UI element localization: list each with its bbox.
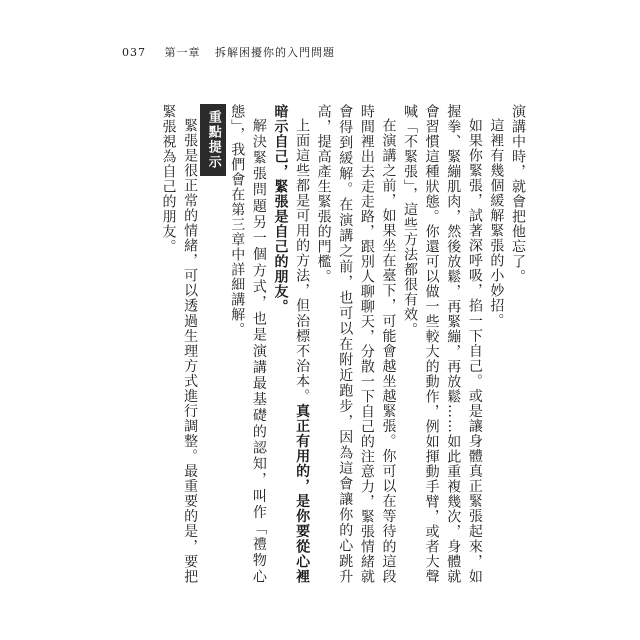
paragraph-2: 這裡有幾個緩解緊張的小妙招。 [488, 118, 505, 328]
key-point-text: 緊張是很正常的情緒，可以透過生理方式進行調整。最重要的是，要把緊張視為自己的朋友。 [160, 104, 199, 584]
page-number: 037 [122, 46, 146, 59]
paragraph-5 [269, 104, 312, 584]
chapter-label: 第一章 [164, 46, 201, 59]
page-body [128, 104, 528, 584]
paragraph-5-plain: 上面這些都是可用的方法，但治標不治本。 [294, 118, 311, 404]
paragraph-6: 解決緊張問題另一個方式，也是演講最基礎的認知，叫作「禮物心態」，我們會在第三章中詳細講解。 [229, 104, 267, 584]
key-point-label: 重點提示 [200, 104, 226, 176]
paragraph-4: 在演講之前，如果坐在臺下，可能會越坐越緊張。你可以在等待的這段時間裡出去走走路，跟別人聊聊天，分散一下自己的注意力，緊張情緒就會得到緩解。在演講之前，也可以在附近跑步，因為這會讓你的心跳升高，提高產生緊張的門檻。 [315, 104, 397, 584]
paragraph-3: 如果你緊張，試著深呼吸，掐一下自己。或是讓身體真正緊張起來，如握拳、緊繃肌肉，然後放鬆，再緊繃，再放鬆……如此重複幾次，身體就會習慣這種狀態。你還可以做一些較大的動作，例如揮動手臂，或者大聲喊「不緊張」，這些方法都很有效。 [402, 104, 483, 584]
chapter-title: 拆解困擾你的入門問題 [215, 46, 335, 59]
paragraph-1: 演講中時，就會把他忘了。 [510, 104, 526, 284]
paragraph-5-bold: 真正有用的，是你要從心裡暗示自己，緊張是自己的朋友。 [272, 104, 311, 585]
key-point [200, 104, 226, 584]
running-header [122, 44, 335, 60]
